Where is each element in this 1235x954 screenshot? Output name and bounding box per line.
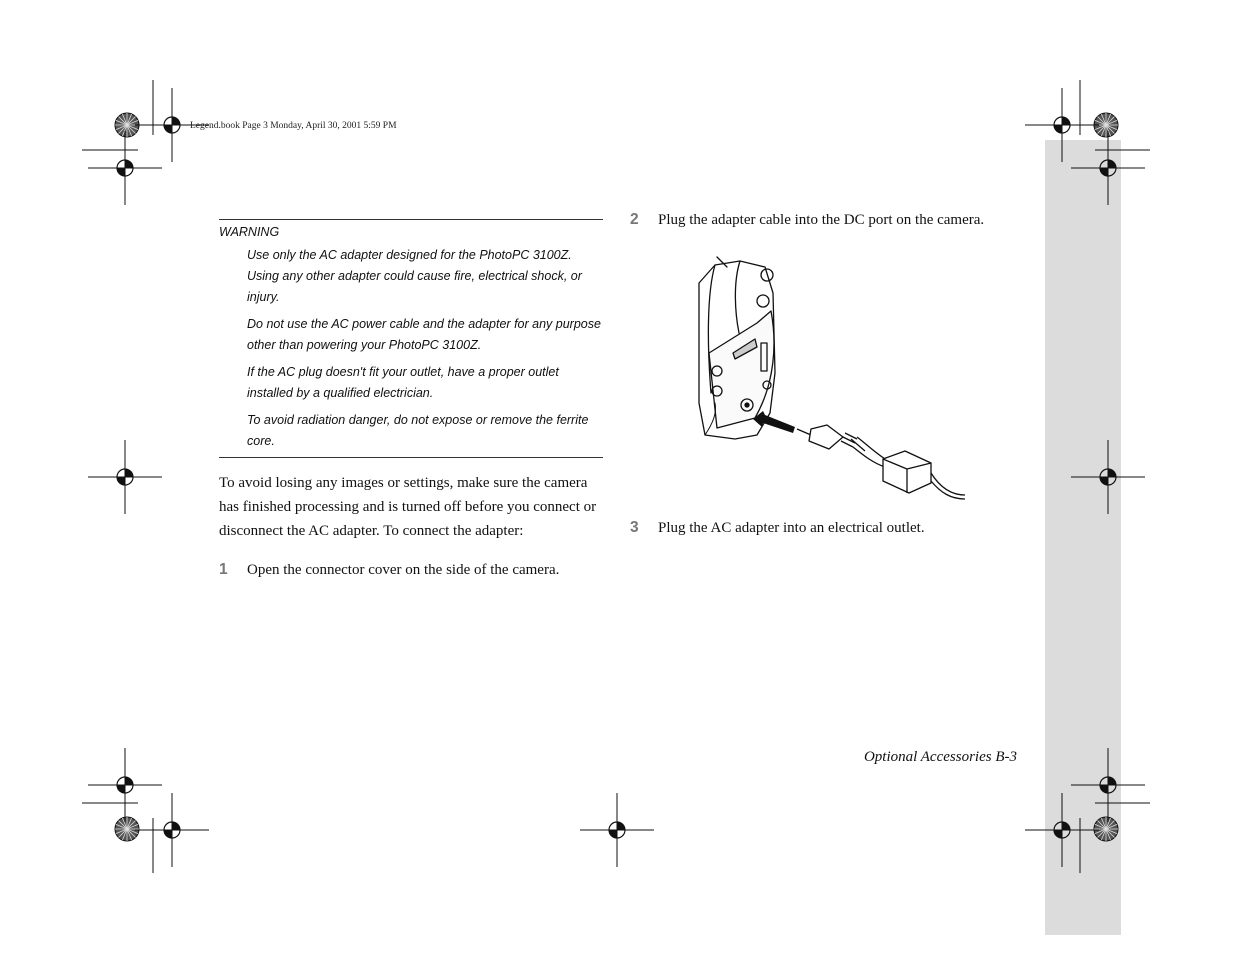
step-text: Open the connector cover on the side of the camera. (247, 562, 560, 578)
step-number: 3 (630, 519, 639, 536)
print-header-line: Legend.book Page 3 Monday, April 30, 2001 5:59 PM (190, 121, 397, 131)
warning-item: To avoid radiation danger, do not expose or remove the ferrite core. (247, 413, 589, 448)
step-text: Plug the adapter cable into the DC port on the camera. (658, 212, 985, 228)
camera-dc-port-illustration (695, 253, 970, 503)
step-3 (630, 517, 1030, 541)
warning-item: Do not use the AC power cable and the adapter for any purpose other than powering your PhotoPC 3100Z. (247, 317, 601, 352)
step-1 (219, 559, 619, 583)
step-number: 2 (630, 211, 639, 228)
warning-item: If the AC plug doesn't fit your outlet, have a proper outlet installed by a qualified electrician. (247, 365, 559, 400)
warning-list (247, 245, 607, 458)
step-2 (630, 209, 1030, 233)
step-text: Plug the AC adapter into an electrical outlet. (658, 520, 925, 536)
intro-paragraph: To avoid losing any images or settings, make sure the camera has finished processing and is turned off before you connect or disconnect the AC adapter. To connect the adapter: (219, 475, 597, 539)
step-number: 1 (219, 561, 228, 578)
warning-box (219, 219, 603, 458)
page-footer: Optional Accessories B-3 (863, 749, 1017, 765)
warning-title: WARNING (219, 225, 280, 239)
warning-item: Use only the AC adapter designed for the PhotoPC 3100Z. Using any other adapter could cause fire, electrical shock, or injury. (247, 248, 582, 304)
